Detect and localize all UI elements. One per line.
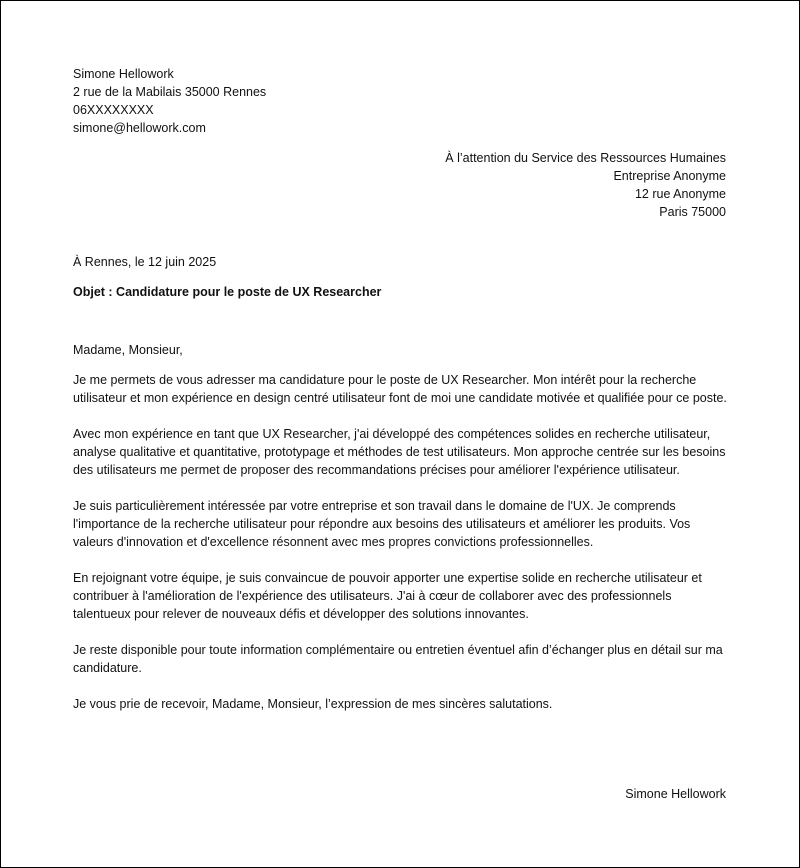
body-paragraph: Je reste disponible pour toute information complémentaire ou entretien éventuel afin d’échanger plus en détail sur ma candidature. — [73, 643, 723, 675]
recipient-attention: À l’attention du Service des Ressources Humaines — [445, 151, 726, 165]
body-paragraph: Je me permets de vous adresser ma candidature pour le poste de UX Researcher. Mon intérêt pour la recherche utilisateur et mon expérience en design centré utilisateur font de moi une candidate motivée et qualifiée pour ce poste. — [73, 373, 727, 405]
recipient-company: Entreprise Anonyme — [613, 169, 726, 183]
closing-paragraph: Je vous prie de recevoir, Madame, Monsieur, l’expression de mes sincères salutations. — [73, 697, 553, 711]
subject-line: Objet : Candidature pour le poste de UX Researcher — [73, 285, 382, 299]
sender-phone: 06XXXXXXXX — [73, 103, 154, 117]
recipient-block — [445, 149, 726, 221]
letter-body — [73, 371, 729, 731]
recipient-street: 12 rue Anonyme — [634, 187, 726, 201]
salutation: Madame, Monsieur, — [73, 343, 183, 357]
date-line: À Rennes, le 12 juin 2025 — [73, 255, 217, 269]
body-paragraph: En rejoignant votre équipe, je suis convaincue de pouvoir apporter une expertise solide en recherche utilisateur et contribuer à l'amélioration de l'expérience des utilisateurs. J'ai à cœur de collaborer avec des professionnels talentueux pour relever de nouveaux défis et développer des solutions innovantes. — [73, 571, 702, 621]
sender-name: Simone Hellowork — [73, 67, 174, 81]
recipient-city: Paris 75000 — [659, 205, 726, 219]
sender-block — [73, 65, 266, 137]
body-paragraph: Je suis particulièrement intéressée par votre entreprise et son travail dans le domaine de l'UX. Je comprends l'importance de la recherche utilisateur pour répondre aux besoins des utilisateurs et améliorer les produits. Vos valeurs d'innovation et d'excellence résonnent avec mes propres convictions professionnelles. — [73, 499, 691, 549]
sender-address: 2 rue de la Mabilais 35000 Rennes — [73, 85, 267, 99]
body-paragraph: Avec mon expérience en tant que UX Researcher, j'ai développé des compétences solides en recherche utilisateur, analyse qualitative et quantitative, prototypage et méthodes de test utilisateurs. Mon approche centrée sur les besoins des utilisateurs me permet de proposer des recommandations précises pour améliorer l'expérience utilisateur. — [73, 427, 726, 477]
sender-email: simone@hellowork.com — [73, 121, 206, 135]
signature: Simone Hellowork — [625, 787, 726, 801]
